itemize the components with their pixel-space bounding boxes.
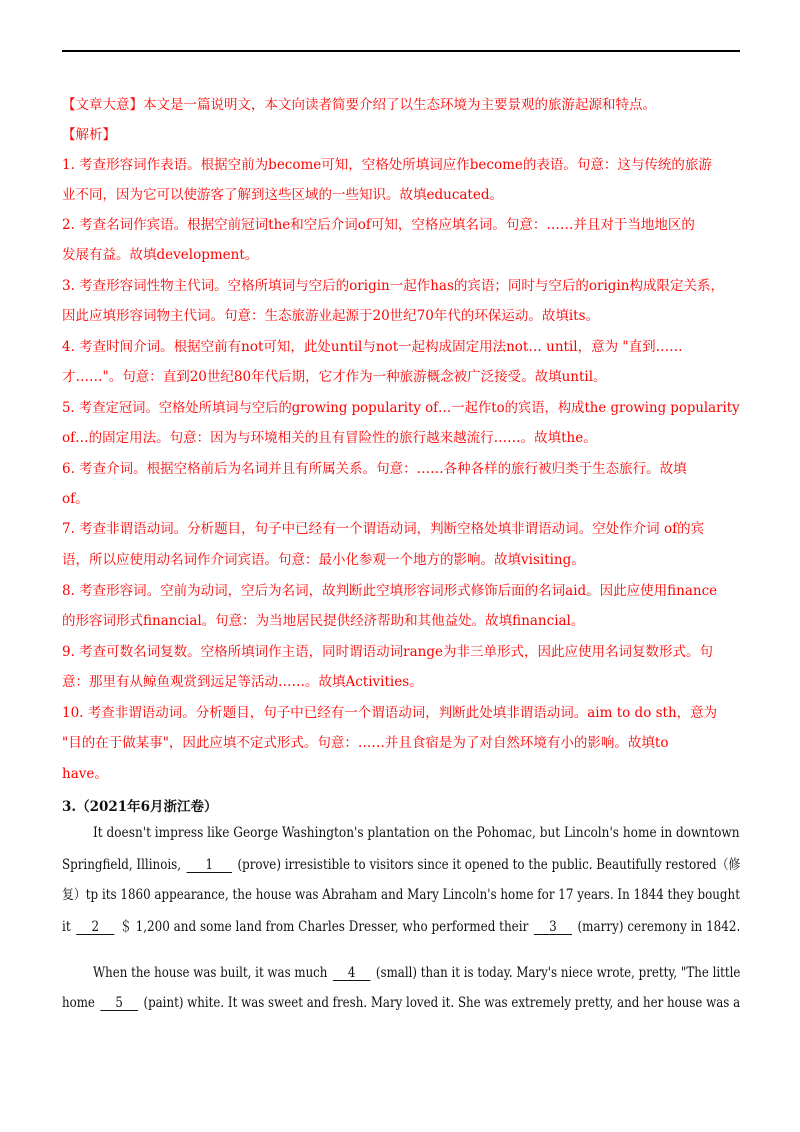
answer-2-line-2: 发展有益。故填development。 bbox=[62, 247, 259, 263]
summary-line: 【文章大意】本文是一篇说明文，本文向读者简要介绍了以生态环境为主要景观的旅游起源和特点。 bbox=[62, 97, 656, 113]
answer-8-line-1: 8. 考查形容词。空前为动词，空后为名词，故判断此空填形容词形式修饰后面的名词aid。因此应使用finance bbox=[62, 583, 718, 599]
blank-5-number: 5 bbox=[115, 995, 123, 1011]
answer-3-line-1: 3. 考查形容词性物主代词。空格所填词与空后的origin一起作has的宾语；同时与空后的origin构成限定关系， bbox=[62, 278, 724, 294]
blank-1-number: 1 bbox=[205, 857, 214, 873]
blank-2-number: 2 bbox=[91, 919, 100, 935]
p2-line-2-pre: home bbox=[62, 995, 99, 1011]
p2-line-2 bbox=[62, 994, 740, 1012]
blank-3-number: 3 bbox=[549, 919, 557, 935]
answer-7-line-1: 7. 考查非谓语动词。分析题目，句子中已经有一个谓语动词，判断空格处填非谓语动词。空处作介词 of的宾 bbox=[62, 521, 705, 537]
blank-5[interactable] bbox=[99, 994, 140, 1012]
answer-5-line-1: 5. 考查定冠词。空格处所填词与空后的growing popularity of…一起作to的宾语，构成the growing popularity bbox=[62, 400, 740, 416]
answer-5-line-2: of…的固定用法。句意：因为与环境相关的且有冒险性的旅行越来越流行……。故填the。 bbox=[62, 430, 597, 446]
p2-line-1-pre: When the house was built, it was much bbox=[93, 965, 332, 981]
p1-line-4 bbox=[62, 918, 740, 936]
question-heading: 3.（2021年6月浙江卷） bbox=[62, 799, 218, 815]
p1-line-2-pre: Springfield, Illinois, bbox=[62, 857, 185, 873]
answer-9-line-2: 意：那里有从鲸鱼观赏到远足等活动……。故填Activities。 bbox=[62, 674, 423, 690]
answer-6-line-1: 6. 考查介词。根据空格前后为名词并且有所属关系。句意：……各种各样的旅行被归类于生态旅行。故填 bbox=[62, 461, 687, 477]
p1-line-4-post: (marry) ceremony in 1842. bbox=[573, 919, 741, 935]
blank-3[interactable] bbox=[532, 918, 574, 936]
answer-3-line-2: 因此应填形容词物主代词。句意：生态旅游业起源于20世纪70年代的环保运动。故填its。 bbox=[62, 308, 600, 324]
p2-line-1-post: (small) than it is today. Mary's niece wrote, pretty, "The little bbox=[372, 965, 741, 981]
blank-1[interactable] bbox=[185, 856, 234, 874]
header-rule bbox=[62, 50, 740, 52]
answer-4-line-2: 才……"。句意：直到20世纪80年代后期，它才作为一种旅游概念被广泛接受。故填until。 bbox=[62, 369, 607, 385]
blank-2[interactable] bbox=[74, 918, 116, 936]
answer-2-line-1: 2. 考查名词作宾语。根据空前冠词the和空后介词of可知，空格应填名词。句意：……并且对于当地地区的 bbox=[62, 217, 695, 233]
p1-line-4-mid: ＄ 1,200 and some land from Charles Dresser, who performed their bbox=[116, 919, 533, 935]
answer-10-line-2: "目的在于做某事"，因此应填不定式形式。句意：……并且食宿是为了对自然环境有小的影响。故填to bbox=[62, 735, 669, 751]
p2-line-1 bbox=[93, 964, 740, 982]
answer-7-line-2: 语，所以应使用动名词作介词宾语。句意：最小化参观一个地方的影响。故填visiting。 bbox=[62, 552, 585, 568]
p1-line-2 bbox=[62, 856, 740, 874]
answer-9-line-1: 9. 考查可数名词复数。空格所填词作主语，同时谓语动词range为非三单形式，因此应使用名词复数形式。句 bbox=[62, 644, 713, 660]
answer-1-line-1: 1. 考查形容词作表语。根据空前为become可知，空格处所填词应作become的表语。句意：这与传统的旅游 bbox=[62, 157, 712, 173]
answer-10-line-1: 10. 考查非谓语动词。分析题目，句子中已经有一个谓语动词，判断此处填非谓语动词。aim to do sth，意为 bbox=[62, 705, 718, 721]
p1-line-1: It doesn't impress like George Washington's plantation on the Pohomac, but Lincoln's home in downtown bbox=[93, 825, 740, 841]
blank-4-number: 4 bbox=[347, 965, 356, 981]
answer-4-line-1: 4. 考查时间介词。根据空前有not可知，此处until与not一起构成固定用法not… until，意为 "直到…… bbox=[62, 339, 683, 355]
answer-6-line-2: of。 bbox=[62, 491, 89, 507]
p2-line-2-post: (paint) white. It was sweet and fresh. Mary loved it. She was extremely pretty, and her house was a bbox=[139, 995, 741, 1011]
analysis-heading: 【解析】 bbox=[62, 127, 116, 143]
blank-4[interactable] bbox=[331, 964, 372, 982]
p1-line-2-post: (prove) irresistible to visitors since it opened to the public. Beautifully restored（修 bbox=[233, 857, 741, 873]
answer-8-line-2: 的形容词形式financial。句意：为当地居民提供经济帮助和其他益处。故填financial。 bbox=[62, 613, 585, 629]
answer-10-line-3: have。 bbox=[62, 766, 108, 782]
p1-line-3: 复）tp its 1860 appearance, the house was Abraham and Mary Lincoln's home for 17 years. In 1844 they bought bbox=[62, 887, 740, 903]
answer-1-line-2: 业不同，因为它可以使游客了解到这些区域的一些知识。故填educated。 bbox=[62, 187, 503, 203]
p1-line-4-pre: it bbox=[62, 919, 75, 935]
